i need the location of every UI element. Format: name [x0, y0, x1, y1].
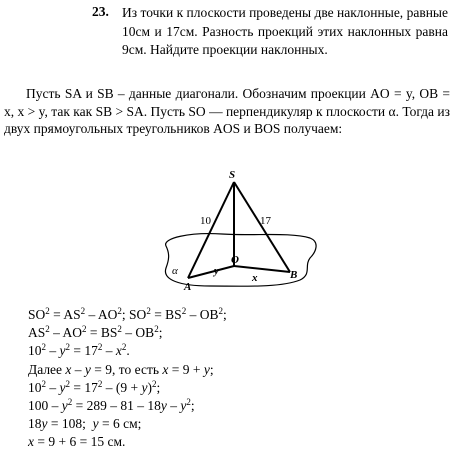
equation-line: $10^2 - y^2 = 17^2 - (9 + y)^2$;	[28, 378, 161, 395]
label-x: x	[252, 272, 258, 284]
label-SB-length: 17	[260, 215, 271, 227]
label-SA-length: 10	[200, 215, 211, 227]
equation-line: $SO^2 = AS^2 - AO^2$; $SO^2 = BS^2 - OB^2$;	[28, 306, 227, 322]
equation-line: $AS^2 - AO^2 = BS^2 - OB^2$;	[28, 324, 163, 341]
segment-OB	[234, 266, 290, 272]
label-alpha: α	[172, 265, 178, 277]
label-B: B	[290, 269, 298, 281]
label-S: S	[229, 169, 236, 181]
problem-text: Из точки к плоскости проведены две наклонные, равные 10см и 17см. Разность проекций этих наклонных равна 9см. Найдите проекции наклонных.	[122, 5, 448, 57]
label-A: A	[184, 281, 192, 293]
problem-number: 23.	[92, 4, 109, 19]
equation-line: 18y = 108; y = 6 см;	[28, 416, 142, 432]
equation-line: $100 - y^2 = 289 - 81 - 18y - y^2$;	[28, 397, 195, 414]
equation-line: x = 9 + 6 = 15 см.	[28, 434, 126, 450]
segment-SB	[234, 182, 290, 272]
equations-block	[28, 306, 448, 452]
segment-AO	[188, 266, 234, 278]
segment-SA	[188, 182, 234, 278]
equation-line: Далее x – y = 9, то есть x = 9 + y;	[28, 361, 214, 377]
geometry-figure	[160, 168, 320, 298]
solution-intro: Пусть SA и SB – данные диагонали. Обозначим проекции AO = y, OB = x, x > y, так как SB > SA. Пусть SO — перпендикуляр к плоскости α. Тогда из двух прямоугольных треугольников AOS и BOS получаем:	[4, 86, 450, 136]
equation-line: $10^2 - y^2 = 17^2 - x^2$.	[28, 342, 130, 359]
label-y: y	[214, 265, 219, 277]
label-O: O	[231, 254, 239, 266]
